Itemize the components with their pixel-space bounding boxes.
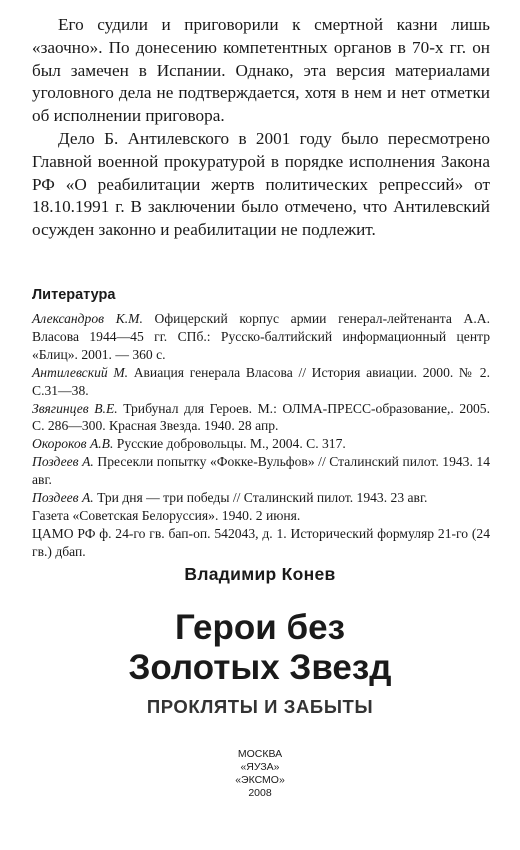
entry-text: ЦАМО РФ ф. 24-го гв. бап-оп. 542043, д. 1. Исторический формуляр 21-го (24 гв.) дбап. bbox=[32, 525, 490, 559]
entry-author: Окороков А.В. bbox=[32, 436, 114, 452]
entry-text: Три дня — три победы // Сталинский пилот. 1943. 23 авг. bbox=[93, 490, 428, 506]
book-subtitle: ПРОКЛЯТЫ И ЗАБЫТЫ bbox=[146, 696, 374, 717]
entry-text: Трибунал для Героев. М.: ОЛМА-ПРЕСС-образование,. 2005. С. 286—300. Красная Звезда. 1940. 28 апр. bbox=[32, 400, 490, 434]
entry-author: Поздеев А. bbox=[32, 490, 94, 506]
entry-author: Антилевский М. bbox=[32, 364, 129, 380]
bibliography-entry bbox=[32, 507, 490, 525]
imprint-year: 2008 bbox=[248, 787, 272, 799]
bibliography-entry bbox=[32, 310, 490, 364]
bibliography-entry bbox=[32, 453, 490, 489]
book-title-line-2: Золотых Звезд bbox=[128, 648, 392, 687]
paragraph-2: Дело Б. Антилевского в 2001 году было пересмотрено Главной военной прокуратурой в порядке исполнения Закона РФ «О реабилитации жертв политических репрессий» от 18.10.1991 г. В заключении было отмечено, что Антилевский осужден законно и реабилитации не подлежит. bbox=[32, 128, 490, 240]
book-title-page bbox=[90, 548, 430, 804]
entry-text: Офицерский корпус армии генерал-лейтенанта А.А. Власова 1944—45 гг. СПб.: Русско-балтийский информационный центр «Блиц». 2001. — 360 с. bbox=[32, 311, 490, 362]
imprint-city: МОСКВА bbox=[237, 748, 283, 760]
book-title-line-1: Герои без bbox=[174, 608, 345, 647]
entry-text: Русские добровольцы. М., 2004. С. 317. bbox=[113, 436, 346, 452]
entry-text: Авиация генерала Власова // История авиации. 2000. № 2. С.31—38. bbox=[32, 364, 490, 398]
bibliography-entry bbox=[32, 489, 490, 507]
entry-author: Александров К.М. bbox=[32, 311, 143, 326]
imprint-publisher-2: «ЭКСМО» bbox=[235, 774, 285, 786]
entry-text: Пресекли попытку «Фокке-Вульфов» // Сталинский пилот. 1943. 14 авг. bbox=[32, 454, 491, 488]
bibliography-list bbox=[32, 310, 490, 561]
entry-author: Поздеев А. bbox=[32, 454, 94, 470]
book-title bbox=[90, 608, 430, 688]
bibliography-entry bbox=[32, 400, 490, 436]
bibliography-entry bbox=[32, 364, 490, 400]
publisher-imprint bbox=[90, 748, 430, 800]
paragraph-1: Его судили и приговорили к смертной казни лишь «заочно». По донесению компетентных органов в 70-х гг. он был замечен в Испании. Однако, эта версия материалами уголовного дела не подтверждается, хотя в нем и нет отметки об исполнении приговора. bbox=[32, 15, 490, 126]
imprint-publisher-1: «ЯУЗА» bbox=[240, 761, 280, 773]
main-text bbox=[32, 14, 490, 242]
entry-text: Газета «Советская Белоруссия». 1940. 2 июня. bbox=[32, 507, 301, 523]
entry-author: Звягинцев В.Е. bbox=[32, 400, 118, 416]
bibliography-entry bbox=[32, 435, 490, 453]
bibliography-title: Литература bbox=[32, 287, 116, 303]
book-author: Владимир Конев bbox=[184, 564, 336, 584]
